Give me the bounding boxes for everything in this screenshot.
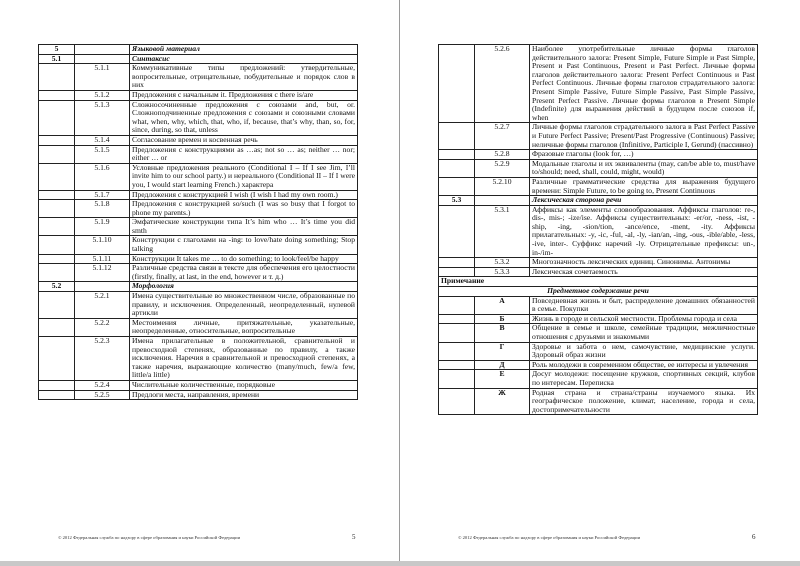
table-row (439, 123, 758, 150)
item-number: 5.2.9 (475, 159, 530, 177)
section-number (439, 205, 475, 258)
table-row (439, 267, 758, 277)
item-description: Коммуникативные типы предложений: утвердительные, вопросительные, отрицательные, побудительные и порядок слов в них (130, 64, 358, 91)
subject-letter: Е (475, 370, 530, 388)
item-number: 5.2.10 (475, 177, 530, 195)
section-number (39, 236, 75, 254)
section-heading-row (439, 196, 758, 206)
subject-row (439, 324, 758, 342)
table-row (39, 390, 358, 400)
table-row (439, 45, 758, 123)
item-description: Различные грамматические средства для выражения будущего времени: Simple Future, to be going to, Present Continuous (530, 177, 758, 195)
item-description: Фразовые глаголы (look for, …) (530, 150, 758, 160)
item-number (75, 45, 130, 55)
section-number (439, 159, 475, 177)
item-description: Различные средства связи в тексте для обеспечения его целостности (firstly, finally, at last, in the end, however и т. д.) (130, 264, 358, 282)
page-number: 6 (752, 533, 756, 541)
table-row (439, 159, 758, 177)
page-6 (400, 0, 800, 561)
table-row (39, 318, 358, 336)
item-number: 5.2.5 (75, 390, 130, 400)
item-description: Предложения с начальным it. Предложения с there is/are (130, 90, 358, 100)
item-description: Синтаксис (130, 54, 358, 64)
item-number: 5.2.3 (75, 337, 130, 381)
item-number: 5.1.1 (75, 64, 130, 91)
section-number (39, 318, 75, 336)
table-row (39, 200, 358, 218)
item-number: 5.2.4 (75, 380, 130, 390)
section-number (39, 163, 75, 190)
item-number: 5.3.3 (475, 267, 530, 277)
subject-letter: А (475, 296, 530, 314)
section-number (39, 292, 75, 319)
page-5 (0, 0, 400, 561)
table-row (39, 264, 358, 282)
table-row (39, 236, 358, 254)
section-number: 5.3 (439, 196, 475, 206)
table-row (439, 258, 758, 268)
blank-cell (439, 314, 475, 324)
subject-letter: Д (475, 360, 530, 370)
item-number: 5.1.4 (75, 135, 130, 145)
item-number: 5.1.12 (75, 264, 130, 282)
section-number (39, 380, 75, 390)
item-description: Сложносочиненные предложения с союзами and, but, or. Сложноподчиненные предложения с союзами и союзными словами what, when, why, which, that, who, if, because, that’s why, than, so, for, since, during, so that, unless (130, 100, 358, 135)
item-number: 5.2.8 (475, 150, 530, 160)
section-number (39, 64, 75, 91)
section-number (39, 145, 75, 163)
table-row (439, 205, 758, 258)
item-description: Числительные количественные, порядковые (130, 380, 358, 390)
subject-letter: Г (475, 342, 530, 360)
blank-cell (439, 388, 475, 415)
item-description: Имена прилагательные в положительной, сравнительной и превосходной степенях, образованные по правилу, а также исключения. Наречия в сравнительной и превосходной степенях, а также наречия, выражающие количество (many/much, few/a few, little/a little) (130, 337, 358, 381)
subject-letter: Ж (475, 388, 530, 415)
item-description: Местоимения личные, притяжательные, указательные, неопределенные, относительные, вопросительные (130, 318, 358, 336)
item-number: 5.3.1 (475, 205, 530, 258)
section-number (439, 123, 475, 150)
item-number (475, 196, 530, 206)
page-number: 5 (352, 533, 356, 541)
item-description: Морфология (130, 282, 358, 292)
item-description: Предложения с конструкциями as …as; not so … as; neither … nor; either … or (130, 145, 358, 163)
section-number (39, 254, 75, 264)
section-number: 5.2 (39, 282, 75, 292)
section-number (439, 177, 475, 195)
item-description: Эмфатические конструкции типа It’s him who … It’s time you did smth (130, 218, 358, 236)
page-footer: © 2012 Федеральная служба по надзору в сфере образования и науки Российской Федерации (58, 535, 241, 540)
item-number: 5.1.3 (75, 100, 130, 135)
subject-description: Жизнь в городе и сельской местности. Проблемы города и села (530, 314, 758, 324)
section-heading-row (39, 45, 358, 55)
subject-heading: Предметное содержание речи (439, 287, 758, 297)
item-description: Конструкции с глаголами на -ing: to love/hate doing something; Stop talking (130, 236, 358, 254)
item-number: 5.2.1 (75, 292, 130, 319)
subject-letter: Б (475, 314, 530, 324)
item-number: 5.1.6 (75, 163, 130, 190)
language-material-table (38, 44, 358, 400)
blank-cell (439, 342, 475, 360)
subject-description: Досуг молодежи: посещение кружков, спортивных секций, клубов по интересам. Переписка (530, 370, 758, 388)
item-number: 5.2.7 (475, 123, 530, 150)
section-number (39, 200, 75, 218)
item-number: 5.1.2 (75, 90, 130, 100)
item-description: Многозначность лексических единиц. Синонимы. Антонимы (530, 258, 758, 268)
item-description: Согласование времен и косвенная речь (130, 135, 358, 145)
item-description: Конструкции It takes me … to do something; to look/feel/be happy (130, 254, 358, 264)
blank-cell (439, 370, 475, 388)
table-row (39, 380, 358, 390)
section-number (439, 258, 475, 268)
note-label: Примечание (439, 277, 758, 287)
table-row (439, 177, 758, 195)
item-description: Лексическая сочетаемость (530, 267, 758, 277)
section-number (39, 190, 75, 200)
item-number: 5.1.7 (75, 190, 130, 200)
item-number: 5.1.8 (75, 200, 130, 218)
item-description: Имена существительные во множественном числе, образованные по правилу, и исключения. Определенный, неопределенный, нулевой артикли (130, 292, 358, 319)
table-row (39, 218, 358, 236)
table-row (39, 292, 358, 319)
section-number: 5 (39, 45, 75, 55)
subject-row (439, 296, 758, 314)
blank-cell (439, 324, 475, 342)
table-row (39, 337, 358, 381)
table-row (39, 64, 358, 91)
section-number (39, 100, 75, 135)
table-row (39, 90, 358, 100)
section-number (39, 90, 75, 100)
item-description: Аффиксы как элементы словообразования. Аффиксы глаголов: re-, dis-, mis-; -ize/ise. Аффиксы существительных: -er/or, -ness, -ist, -ship, -ing, -sion/tion, -ance/ence, -ment, -ity. Аффиксы прилагательных: -y, -ic, -ful, -al, -ly, -ian/an, -ing, -ous, -ible/able, -less, -ive, inter-. Суффикс наречий -ly. Отрицательные префиксы: un-, in-/im- (530, 205, 758, 258)
item-number: 5.3.2 (475, 258, 530, 268)
subject-heading-row (439, 287, 758, 297)
subject-description: Родная страна и страна/страны изучаемого языка. Их географическое положение, климат, население, города и села, достопримечательности (530, 388, 758, 415)
section-number: 5.1 (39, 54, 75, 64)
subject-description: Повседневная жизнь и быт, распределение домашних обязанностей в семье. Покупки (530, 296, 758, 314)
table-row (39, 145, 358, 163)
item-description: Языковой материал (130, 45, 358, 55)
item-number: 5.2.2 (75, 318, 130, 336)
page-footer: © 2012 Федеральная служба по надзору в сфере образования и науки Российской Федерации (458, 535, 641, 540)
subject-letter: В (475, 324, 530, 342)
item-description: Личные формы глаголов страдательного залога в Past Perfect Passive и Future Perfect Passive; Present/Past Progressive (Continuous) Passive; неличные формы глаголов (Infinitive, Participle I, Gerund) (пассивно) (530, 123, 758, 150)
section-number (439, 150, 475, 160)
section-number (39, 337, 75, 381)
item-description: Наиболее употребительные личные формы глаголов действительного залога: Present Simple, Future Simple и Past Simple, Present и Past Continuous, Present и Past Perfect. Личные формы глаголов действительного залога: Present Perfect Continuous и Past Perfect Continuous. Личные формы глаголов страдательного залога: Present Simple Passive, Future Simple Passive, Past Simple Passive, Present Perfect Passive. Личные формы глаголов в Present Simple (Indefinite) для выражения действий в будущем после союзов if, when (530, 45, 758, 123)
item-number: 5.1.11 (75, 254, 130, 264)
item-description: Предлоги места, направления, времени (130, 390, 358, 400)
subject-row (439, 342, 758, 360)
subject-row (439, 388, 758, 415)
item-number: 5.1.9 (75, 218, 130, 236)
blank-cell (439, 360, 475, 370)
subject-row (439, 370, 758, 388)
item-description: Предложения с конструкцией so/such (I was so busy that I forgot to phone my parents.) (130, 200, 358, 218)
table-row (39, 135, 358, 145)
item-description: Условные предложения реального (Conditional I – If I see Jim, I’ll invite him to our school party.) и нереального (Conditional II – If I were you, I would start learning French.) характера (130, 163, 358, 190)
item-number: 5.1.10 (75, 236, 130, 254)
item-description: Лексическая сторона речи (530, 196, 758, 206)
subject-description: Роль молодежи в современном обществе, ее интересы и увлечения (530, 360, 758, 370)
section-number (439, 45, 475, 123)
subject-description: Общение в семье и школе, семейные традиции, межличностные отношения с друзьями и знакомыми (530, 324, 758, 342)
table-row (39, 163, 358, 190)
section-number (39, 135, 75, 145)
item-number: 5.1.5 (75, 145, 130, 163)
table-row (39, 100, 358, 135)
section-number (39, 390, 75, 400)
item-description: Предложения с конструкцией I wish (I wish I had my own room.) (130, 190, 358, 200)
table-row (439, 150, 758, 160)
language-material-table-continued (438, 44, 758, 415)
item-number: 5.2.6 (475, 45, 530, 123)
blank-cell (439, 296, 475, 314)
item-description: Модальные глаголы и их эквиваленты (may, can/be able to, must/have to/should; need, shall, could, might, would) (530, 159, 758, 177)
section-number (39, 264, 75, 282)
section-number (39, 218, 75, 236)
subject-description: Здоровье и забота о нем, самочувствие, медицинские услуги. Здоровый образ жизни (530, 342, 758, 360)
